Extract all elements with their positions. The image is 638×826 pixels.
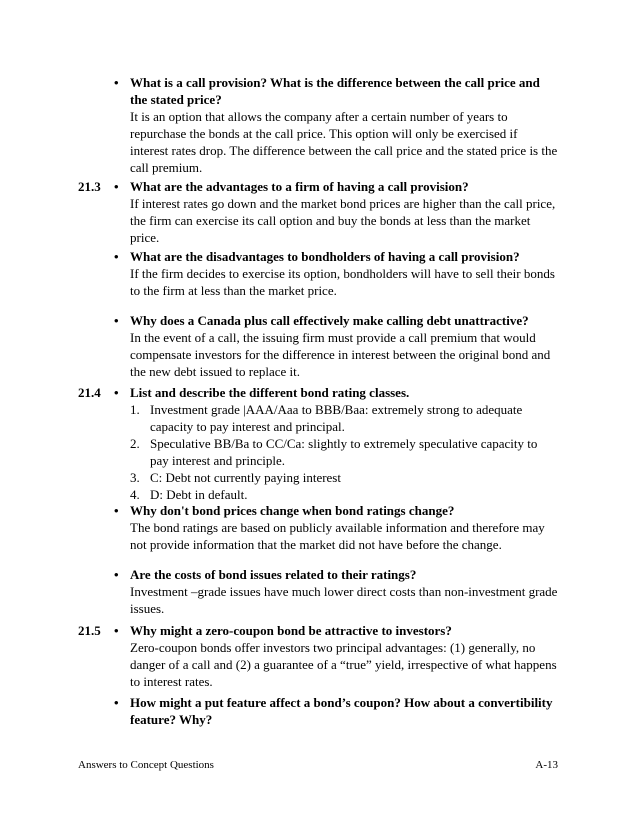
list-item bbox=[130, 486, 558, 503]
answer-text: Investment –grade issues have much lower direct costs than non-investment grade issues. bbox=[130, 584, 558, 616]
qa-item bbox=[78, 694, 558, 728]
qa-item bbox=[78, 384, 558, 503]
list-item bbox=[130, 435, 558, 469]
list-item bbox=[130, 469, 558, 486]
list-item-text: C: Debt not currently paying interest bbox=[150, 470, 341, 485]
answer-text: It is an option that allows the company after a certain number of years to repurchase the bonds at the call price. This option will only be exercised if interest rates drop. The difference between the call price and the stated price is the call premium. bbox=[130, 109, 558, 175]
qa-item bbox=[78, 178, 558, 246]
bullet-icon: • bbox=[114, 385, 119, 400]
question-text: What are the advantages to a firm of having a call provision? bbox=[130, 179, 469, 194]
answer-text: Zero-coupon bonds offer investors two principal advantages: (1) generally, no danger of a call and (2) a guarantee of a “true” yield, irrespective of what happens to interest rates. bbox=[130, 640, 557, 689]
bullet-icon: • bbox=[114, 249, 119, 264]
answer-text: If interest rates go down and the market bond prices are higher than the call price, the firm can exercise its call option and buy the bonds at less than the market price. bbox=[130, 196, 556, 245]
section-number: 21.5 bbox=[78, 623, 101, 638]
bullet-icon: • bbox=[114, 75, 119, 90]
bullet-icon: • bbox=[114, 179, 119, 194]
qa-item bbox=[78, 248, 558, 299]
question-text: Are the costs of bond issues related to their ratings? bbox=[130, 567, 417, 582]
list-item-number: 1. bbox=[130, 402, 140, 417]
question-text: What are the disadvantages to bondholders of having a call provision? bbox=[130, 249, 520, 264]
bullet-icon: • bbox=[114, 313, 119, 328]
answer-text: In the event of a call, the issuing firm must provide a call premium that would compensate investors for the difference in interest between the original bond and the new debt issued to replace it. bbox=[130, 330, 551, 379]
footer-title: Answers to Concept Questions bbox=[78, 759, 214, 771]
list-item-text: Investment grade |AAA/Aaa to BBB/Baa: extremely strong to adequate capacity to pay interest and principal. bbox=[150, 402, 523, 434]
list-item bbox=[130, 401, 558, 435]
question-text: Why might a zero-coupon bond be attractive to investors? bbox=[130, 623, 452, 638]
question-text: What is a call provision? What is the difference between the call price and the stated price? bbox=[130, 75, 540, 107]
answer-text: If the firm decides to exercise its option, bondholders will have to sell their bonds to the firm at less than the market price. bbox=[130, 266, 555, 298]
answer-text: The bond ratings are based on publicly available information and therefore may not provide information that the market did not have before the change. bbox=[130, 520, 545, 552]
qa-item bbox=[78, 312, 558, 380]
qa-item bbox=[78, 74, 558, 176]
list-item-text: D: Debt in default. bbox=[150, 487, 248, 502]
bullet-icon: • bbox=[114, 567, 119, 582]
bullet-icon: • bbox=[114, 695, 119, 710]
qa-item bbox=[78, 502, 558, 553]
section-number: 21.3 bbox=[78, 179, 101, 194]
list-item-number: 3. bbox=[130, 470, 140, 485]
question-text: Why does a Canada plus call effectively make calling debt unattractive? bbox=[130, 313, 529, 328]
question-text: List and describe the different bond rating classes. bbox=[130, 385, 410, 400]
rating-classes-list bbox=[130, 401, 558, 503]
qa-item bbox=[78, 622, 558, 690]
question-text: Why don't bond prices change when bond ratings change? bbox=[130, 503, 455, 518]
bullet-icon: • bbox=[114, 623, 119, 638]
page-number: A-13 bbox=[535, 759, 558, 771]
section-number: 21.4 bbox=[78, 385, 101, 400]
question-text: How might a put feature affect a bond’s coupon? How about a convertibility feature? Why? bbox=[130, 695, 553, 727]
qa-item bbox=[78, 566, 558, 617]
bullet-icon: • bbox=[114, 503, 119, 518]
list-item-number: 2. bbox=[130, 436, 140, 451]
list-item-text: Speculative BB/Ba to CC/Ca: slightly to extremely speculative capacity to pay interest and principle. bbox=[150, 436, 538, 468]
list-item-number: 4. bbox=[130, 487, 140, 502]
